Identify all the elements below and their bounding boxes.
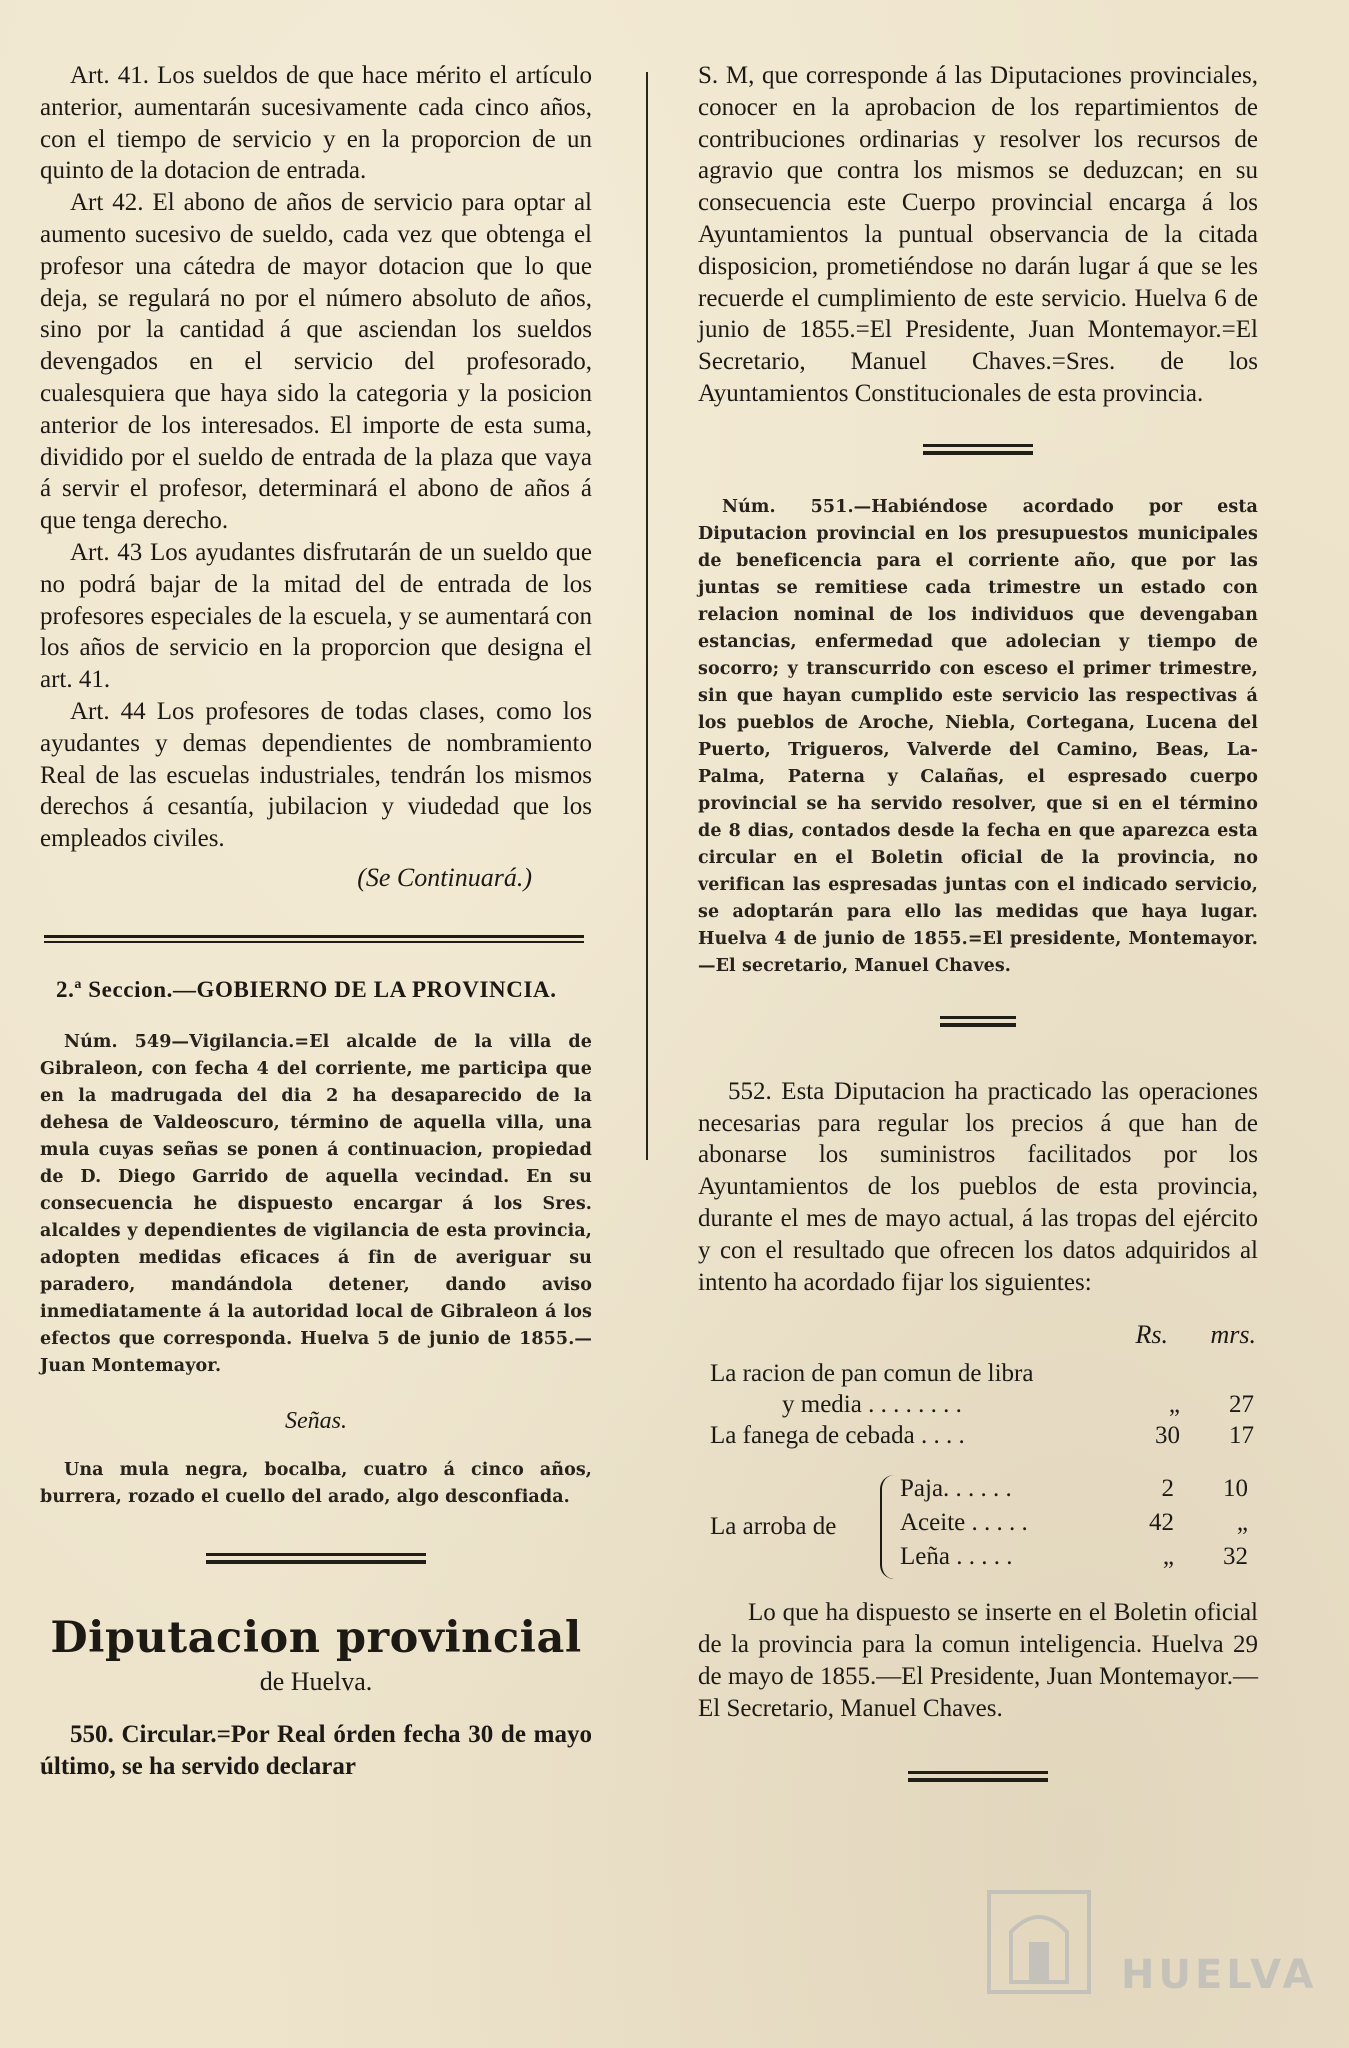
section-separator: [40, 933, 592, 943]
brace-icon: [880, 1475, 896, 1579]
supply-row-paja: [900, 1475, 1250, 1506]
ornament-divider: [698, 1771, 1258, 1783]
supply-label: Paja. . . . . .: [900, 1475, 1012, 1503]
archive-watermark: [971, 1872, 1318, 2002]
diputacion-subtitle: de Huelva.: [259, 1666, 373, 1696]
supply-label: y media . . . . . . . .: [782, 1391, 962, 1419]
column-divider: [646, 72, 648, 1160]
supply-rs: 2: [1161, 1475, 1174, 1503]
senas-heading: Señas.: [285, 1407, 347, 1434]
supply-rs: „: [1162, 1543, 1174, 1571]
col-rs-label: Rs.: [1135, 1320, 1168, 1350]
left-column: [40, 60, 592, 1783]
ornament-divider: [40, 1553, 592, 1565]
supply-row-fanega: [698, 1422, 1258, 1453]
supply-label: La fanega de cebada . . . .: [710, 1422, 965, 1450]
supply-rs: „: [1168, 1391, 1180, 1419]
notice-550-continued: S. M, que corresponde á las Diputaciones provinciales, conocer en la aprobacion de los repartimientos de contribuciones ordinarias y resolver los recursos de agravio que contra los mismos se deduzcan; en su consecuencia este Cuerpo provincial encarga á los Ayuntamientos la puntual observancia de la citada disposicion, prometiéndose no darán lugar á que se les recuerde el cumplimiento de este servicio. Huelva 6 de junio de 1855.=El Presidente, Juan Montemayor.=El Secretario, Manuel Chaves.=Sres. de los Ayuntamientos Constitucionales de esta provincia.: [698, 62, 1258, 407]
col-mrs-label: mrs.: [1210, 1320, 1256, 1350]
continuara-note: (Se Continuará.): [357, 862, 532, 892]
notice-551: Núm. 551.—Habiéndose acordado por esta Diputacion provincial en los presupuestos municipales de beneficencia para el corriente año, que por las juntas se remitiese cada trimestre un estado con relacion nominal de los individuos que devengaban estancias, enfermedad que adolecian y tiempo de socorro; y transcurrido con esceso el primer trimestre, sin que hayan cumplido este servicio las respectivas á los pueblos de Aroche, Niebla, Cortegana, Lucena del Puerto, Trigueros, Valverde del Camino, Beas, La-Palma, Paterna y Calañas, el espresado cuerpo provincial se ha servido resolver, que si en el término de 8 dias, contados desde la fecha en que aparezca esta circular en el Boletin oficial de la provincia, no verifican las espresadas juntas con el indicado servicio, se adoptarán para ello las medidas que haya lugar. Huelva 4 de junio de 1855.=El presidente, Montemayor.—El secretario, Manuel Chaves.: [698, 496, 1258, 976]
supply-mrs: 17: [1229, 1422, 1254, 1450]
closing-paragraph: Lo que ha dispuesto se inserte en el Boletin oficial de la provincia para la comun inteligencia. Huelva 29 de mayo de 1855.—El Presidente, Juan Montemayor.—El Secretario, Manuel Chaves.: [698, 1599, 1258, 1722]
article-42: Art 42. El abono de años de servicio para optar al aumento sucesivo de sueldo, cada vez que obtenga el profesor una cátedra de mayor dotacion que lo que deja, se regulará no por el número absoluto de años, sino por la cantidad á que asciendan los sueldos devengados en el servicio del profesorado, cualesquiera que haya sido la categoria y la posicion anterior de los interesados. El importe de esta suma, dividido por el sueldo de entrada de la plaza que vaya á servir el profesor, determinará el abono de años á que tenga derecho.: [40, 189, 592, 535]
supply-mrs: „: [1236, 1509, 1248, 1537]
senas-text: Una mula negra, bocalba, cuatro á cinco años, burrera, rozado el cuello del arado, algo desconfiada.: [40, 1459, 592, 1507]
supplies-header: [698, 1320, 1258, 1350]
supply-rs: 42: [1149, 1509, 1174, 1537]
supply-label: Aceite . . . . .: [900, 1509, 1028, 1537]
supply-label: La arroba de: [710, 1513, 837, 1541]
supply-row-racion-cont: [698, 1391, 1258, 1422]
supply-mrs: 10: [1223, 1475, 1248, 1503]
supplies-table: [698, 1360, 1258, 1585]
supply-label: La racion de pan comun de libra: [710, 1360, 1034, 1388]
supply-label: Leña . . . . .: [900, 1543, 1013, 1571]
supply-row-lena: [900, 1543, 1250, 1574]
diputacion-title: Diputacion provincial: [50, 1612, 582, 1663]
article-43: Art. 43 Los ayudantes disfrutarán de un sueldo que no podrá bajar de la mitad del de entrada de los profesores especiales de la escuela, y se aumentará con los años de servicio en la proporcion que designa el art. 41.: [40, 538, 592, 694]
supply-mrs: 27: [1229, 1391, 1254, 1419]
notice-550-start: 550. Circular.=Por Real órden fecha 30 de mayo último, se ha servido declarar: [40, 1720, 592, 1780]
supply-rs: 30: [1155, 1422, 1180, 1450]
watermark-text: HUELVA: [1121, 1952, 1318, 1998]
article-41: Art. 41. Los sueldos de que hace mérito el artículo anterior, aumentarán sucesivamente cada cinco años, con el tiempo de servicio y en la proporcion de un quinto de la dotacion de entrada.: [40, 62, 592, 185]
supply-row-aceite: [900, 1509, 1250, 1540]
notice-552: 552. Esta Diputacion ha practicado las operaciones necesarias para regular los precios á que han de abonarse los suministros facilitados por los Ayuntamientos de los pueblos de esta provincia, durante el mes de mayo actual, á las tropas del ejército y con el resultado que ofrecen los datos adquiridos al intento ha acordado fijar los siguientes:: [698, 1077, 1258, 1296]
section-title: 2.ª Seccion.—GOBIERNO DE LA PROVINCIA.: [56, 976, 557, 1002]
seal-icon: [971, 1872, 1111, 2002]
right-column: [698, 60, 1258, 1783]
supply-mrs: 32: [1223, 1543, 1248, 1571]
article-44: Art. 44 Los profesores de todas clases, como los ayudantes y demas dependientes de nombramiento Real de las escuelas industriales, tendrán los mismos derechos á cesantía, jubilacion y viudedad que los empleados civiles.: [40, 697, 592, 853]
supply-arroba-group: [698, 1475, 1258, 1585]
supply-row-racion: [698, 1360, 1258, 1391]
notice-549: Núm. 549—Vigilancia.=El alcalde de la villa de Gibraleon, con fecha 4 del corriente, me participa que en la madrugada del dia 2 ha desaparecido de la dehesa de Valdeoscuro, término de aquella villa, una mula cuyas señas se ponen á continuacion, propiedad de D. Diego Garrido de aquella vecindad. En su consecuencia he dispuesto encargar á los Sres. alcaldes y dependientes de vigilancia de esta provincia, adopten medidas eficaces á fin de averiguar su paradero, mandándola detener, dando aviso inmediatamente á la autoridad local de Gibraleon á los efectos que corresponda. Huelva 5 de junio de 1855.—Juan Montemayor.: [40, 1031, 592, 1376]
ornament-divider: [698, 1016, 1258, 1028]
ornament-divider: [698, 444, 1258, 456]
